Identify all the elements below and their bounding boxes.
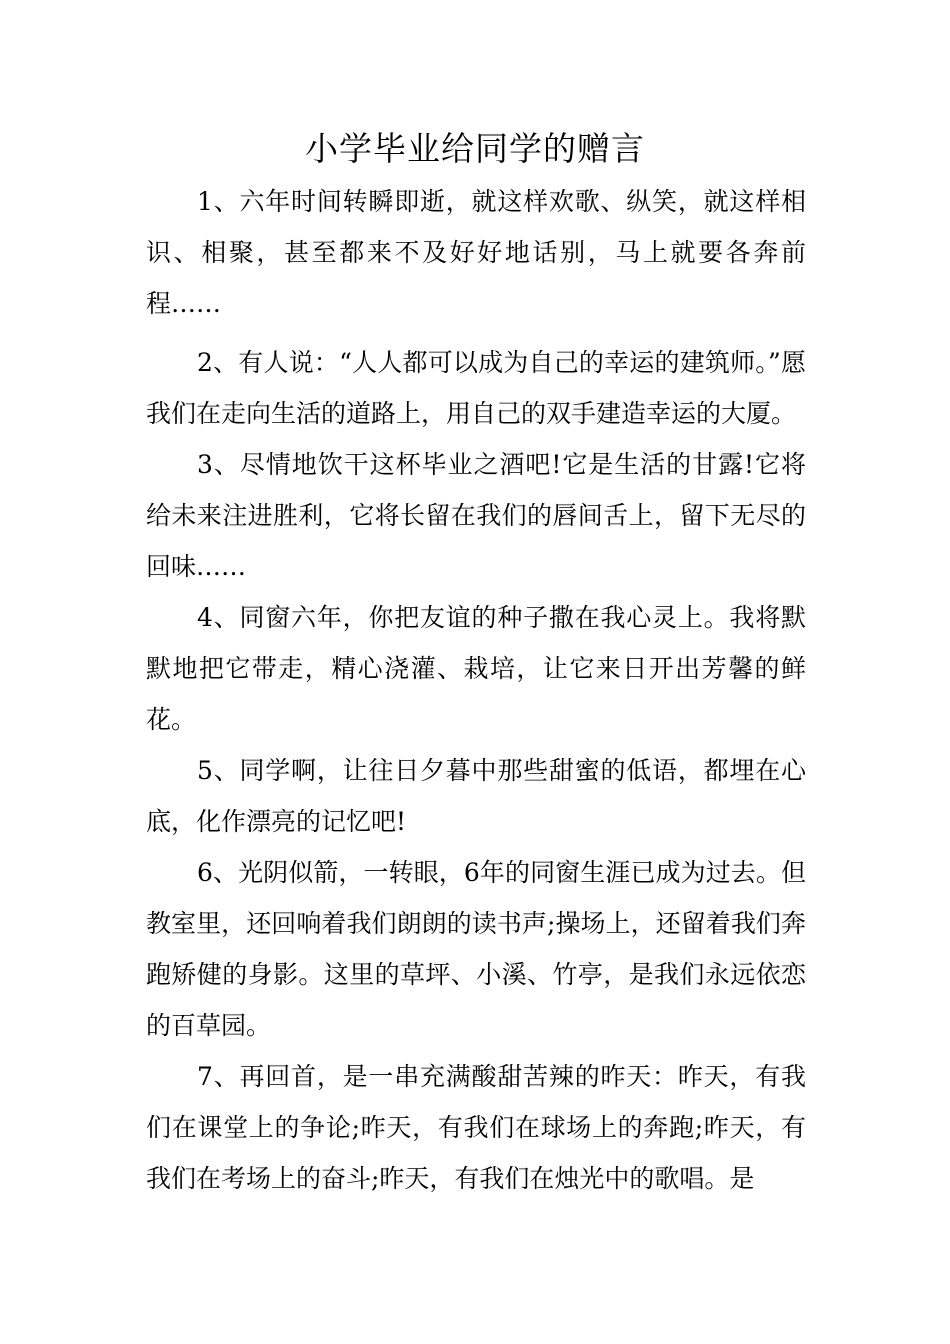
document-body bbox=[146, 176, 806, 1204]
paragraph-6: 6、光阴似箭，一转眼，6年的同窗生涯已成为过去。但教室里，还回响着我们朗朗的读书声;操场上，还留着我们奔跑矫健的身影。这里的草坪、小溪、竹亭，是我们永远依恋的百草园。 bbox=[146, 858, 806, 1040]
paragraph-3: 3、尽情地饮干这杯毕业之酒吧!它是生活的甘露!它将给未来注进胜利，它将长留在我们的唇间舌上，留下无尽的回味…… bbox=[146, 450, 806, 581]
paragraph-1: 1、六年时间转瞬即逝，就这样欢歌、纵笑，就这样相识、相聚，甚至都来不及好好地话别，马上就要各奔前程…… bbox=[146, 187, 806, 318]
paragraph-4: 4、同窗六年，你把友谊的种子撒在我心灵上。我将默默地把它带走，精心浇灌、栽培，让它来日开出芳馨的鲜花。 bbox=[146, 603, 806, 734]
paragraph-5: 5、同学啊，让往日夕暮中那些甜蜜的低语，都埋在心底，化作漂亮的记忆吧! bbox=[146, 756, 806, 836]
paragraph-2: 2、有人说：“人人都可以成为自己的幸运的建筑师。”愿我们在走向生活的道路上，用自己的双手建造幸运的大厦。 bbox=[146, 348, 806, 428]
document-title: 小学毕业给同学的赠言 bbox=[305, 129, 645, 168]
paragraph-7: 7、再回首，是一串充满酸甜苦辣的昨天：昨天，有我们在课堂上的争论;昨天，有我们在球场上的奔跑;昨天，有我们在考场上的奋斗;昨天，有我们在烛光中的歌唱。是 bbox=[146, 1062, 806, 1193]
